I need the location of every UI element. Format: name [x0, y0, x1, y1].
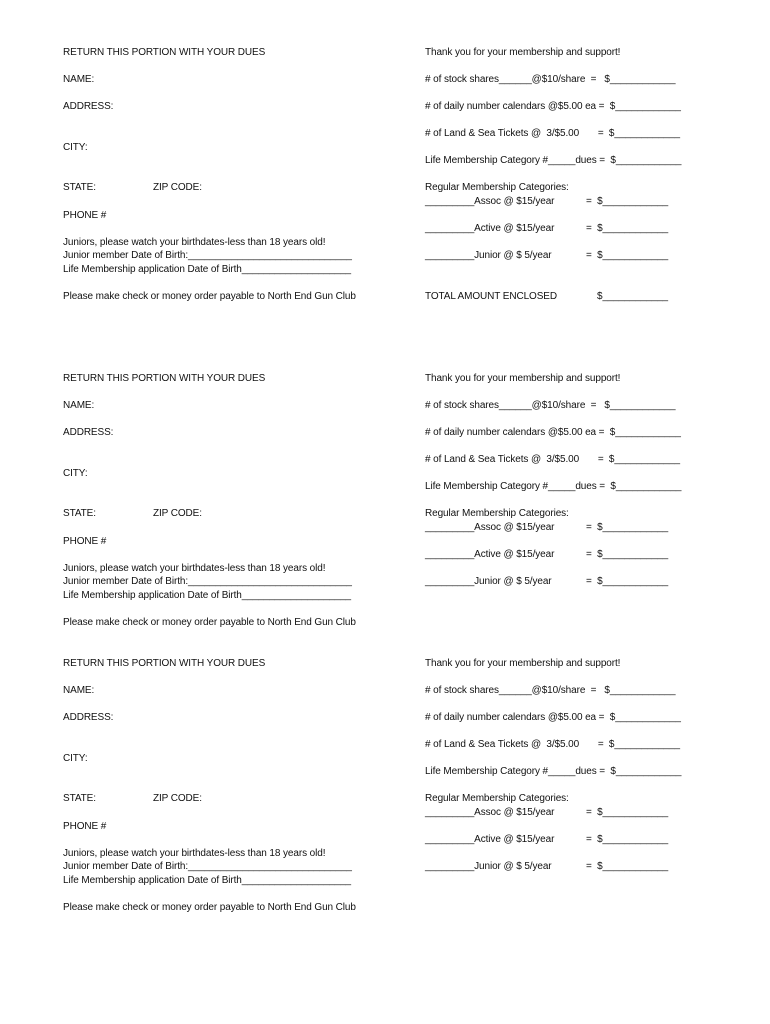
- junior-membership-line: _________Junior @ $ 5/year: [425, 576, 552, 587]
- thank-you-note: Thank you for your membership and support!: [425, 47, 621, 58]
- phone-field-label: PHONE #: [63, 821, 107, 832]
- junior-amount-blank: = $____________: [586, 861, 669, 872]
- return-portion-header: RETURN THIS PORTION WITH YOUR DUES: [63, 373, 266, 384]
- state-field-label: STATE:: [63, 793, 96, 804]
- zip-code-field-label: ZIP CODE:: [153, 182, 202, 193]
- dues-form-section-2: [0, 326, 770, 626]
- phone-field-label: PHONE #: [63, 536, 107, 547]
- regular-categories-header: Regular Membership Categories:: [425, 182, 569, 193]
- life-membership-dob-field: Life Membership application Date of Birth____________________: [63, 264, 352, 275]
- life-membership-category-line: Life Membership Category #_____dues = $____________: [425, 766, 682, 777]
- daily-calendars-line: # of daily number calendars @$5.00 ea = $____________: [425, 712, 681, 723]
- land-sea-tickets-line: # of Land & Sea Tickets @ 3/$5.00 = $____________: [425, 739, 680, 750]
- assoc-membership-line: _________Assoc @ $15/year: [425, 196, 555, 207]
- assoc-membership-line: _________Assoc @ $15/year: [425, 522, 555, 533]
- payable-note: Please make check or money order payable to North End Gun Club: [63, 291, 356, 302]
- life-membership-category-line: Life Membership Category #_____dues = $____________: [425, 155, 682, 166]
- juniors-birthdate-note: Juniors, please watch your birthdates-less than 18 years old!: [63, 237, 326, 248]
- life-membership-category-line: Life Membership Category #_____dues = $____________: [425, 481, 682, 492]
- dues-form-section-1: [0, 0, 770, 300]
- name-field-label: NAME:: [63, 400, 95, 411]
- junior-dob-field: Junior member Date of Birth:______________________________: [63, 861, 352, 872]
- daily-calendars-line: # of daily number calendars @$5.00 ea = $____________: [425, 427, 681, 438]
- land-sea-tickets-line: # of Land & Sea Tickets @ 3/$5.00 = $____________: [425, 128, 680, 139]
- name-field-label: NAME:: [63, 74, 95, 85]
- city-field-label: CITY:: [63, 142, 88, 153]
- active-membership-line: _________Active @ $15/year: [425, 223, 555, 234]
- junior-membership-line: _________Junior @ $ 5/year: [425, 861, 552, 872]
- active-membership-line: _________Active @ $15/year: [425, 549, 555, 560]
- name-field-label: NAME:: [63, 685, 95, 696]
- assoc-amount-blank: = $____________: [586, 807, 669, 818]
- daily-calendars-line: # of daily number calendars @$5.00 ea = $____________: [425, 101, 681, 112]
- payable-note: Please make check or money order payable to North End Gun Club: [63, 902, 356, 913]
- active-membership-line: _________Active @ $15/year: [425, 834, 555, 845]
- city-field-label: CITY:: [63, 468, 88, 479]
- stock-shares-line: # of stock shares______@$10/share = $____________: [425, 685, 676, 696]
- juniors-birthdate-note: Juniors, please watch your birthdates-less than 18 years old!: [63, 848, 326, 859]
- life-membership-dob-field: Life Membership application Date of Birth____________________: [63, 875, 352, 886]
- regular-categories-header: Regular Membership Categories:: [425, 793, 569, 804]
- phone-field-label: PHONE #: [63, 210, 107, 221]
- state-field-label: STATE:: [63, 508, 96, 519]
- assoc-membership-line: _________Assoc @ $15/year: [425, 807, 555, 818]
- active-amount-blank: = $____________: [586, 834, 669, 845]
- city-field-label: CITY:: [63, 753, 88, 764]
- return-portion-header: RETURN THIS PORTION WITH YOUR DUES: [63, 47, 266, 58]
- life-membership-dob-field: Life Membership application Date of Birth____________________: [63, 590, 352, 601]
- junior-membership-line: _________Junior @ $ 5/year: [425, 250, 552, 261]
- address-field-label: ADDRESS:: [63, 427, 114, 438]
- total-amount-blank: $____________: [597, 291, 668, 302]
- stock-shares-line: # of stock shares______@$10/share = $____________: [425, 74, 676, 85]
- land-sea-tickets-line: # of Land & Sea Tickets @ 3/$5.00 = $____________: [425, 454, 680, 465]
- juniors-birthdate-note: Juniors, please watch your birthdates-less than 18 years old!: [63, 563, 326, 574]
- thank-you-note: Thank you for your membership and support!: [425, 658, 621, 669]
- junior-dob-field: Junior member Date of Birth:______________________________: [63, 576, 352, 587]
- zip-code-field-label: ZIP CODE:: [153, 793, 202, 804]
- address-field-label: ADDRESS:: [63, 712, 114, 723]
- thank-you-note: Thank you for your membership and support!: [425, 373, 621, 384]
- junior-amount-blank: = $____________: [586, 576, 669, 587]
- state-field-label: STATE:: [63, 182, 96, 193]
- dues-form-section-3: [0, 611, 770, 911]
- zip-code-field-label: ZIP CODE:: [153, 508, 202, 519]
- address-field-label: ADDRESS:: [63, 101, 114, 112]
- assoc-amount-blank: = $____________: [586, 522, 669, 533]
- stock-shares-line: # of stock shares______@$10/share = $____________: [425, 400, 676, 411]
- junior-dob-field: Junior member Date of Birth:______________________________: [63, 250, 352, 261]
- return-portion-header: RETURN THIS PORTION WITH YOUR DUES: [63, 658, 266, 669]
- active-amount-blank: = $____________: [586, 549, 669, 560]
- junior-amount-blank: = $____________: [586, 250, 669, 261]
- total-amount-label: TOTAL AMOUNT ENCLOSED: [425, 291, 558, 302]
- regular-categories-header: Regular Membership Categories:: [425, 508, 569, 519]
- active-amount-blank: = $____________: [586, 223, 669, 234]
- assoc-amount-blank: = $____________: [586, 196, 669, 207]
- payable-note: Please make check or money order payable to North End Gun Club: [63, 617, 356, 628]
